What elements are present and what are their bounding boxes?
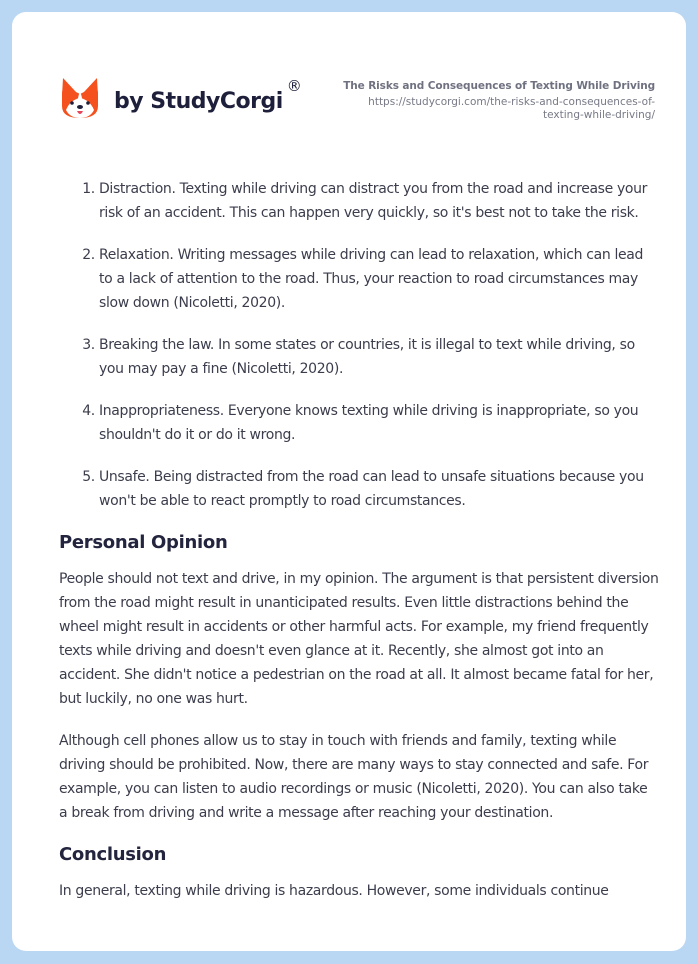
list-item: 5. Unsafe. Being distracted from the road can lead to unsafe situations because you won't be able to react promptly to road circumstances. <box>99 465 659 513</box>
corgi-logo-icon <box>60 76 100 120</box>
list-item: 3. Breaking the law. In some states or countries, it is illegal to text while driving, so you may pay a fine (Nicoletti, 2020). <box>99 333 659 381</box>
studycorgi-logo[interactable] <box>60 76 302 120</box>
section-heading-conclusion: Conclusion <box>59 844 167 865</box>
paragraph: Although cell phones allow us to stay in touch with friends and family, texting while driving should be prohibited. Now, there are many ways to stay connected and safe. For example, you can listen to audio recordings or music (Nicoletti, 2020). You can also take a break from driving and write a message after reaching your destination. <box>59 733 649 821</box>
list-item: 1. Distraction. Texting while driving can distract you from the road and increase your risk of an accident. This can happen very quickly, so it's best not to take the risk. <box>99 177 659 225</box>
document-url-line-1: https://studycorgi.com/the-risks-and-consequences-of- <box>368 96 655 108</box>
document-card <box>12 12 686 951</box>
list-item: 4. Inappropriateness. Everyone knows texting while driving is inappropriate, so you shouldn't do it or do it wrong. <box>99 399 659 447</box>
paragraph: In general, texting while driving is hazardous. However, some individuals continue <box>59 883 609 899</box>
document-title: The Risks and Consequences of Texting While Driving <box>343 80 655 92</box>
logo-text: by StudyCorgi <box>114 88 283 114</box>
document-body <box>59 177 659 921</box>
document-header <box>12 12 686 162</box>
section-heading-personal-opinion: Personal Opinion <box>59 532 228 553</box>
document-url-line-2: texting-while-driving/ <box>543 109 655 121</box>
document-url[interactable] <box>295 96 655 122</box>
registered-mark: ® <box>286 77 302 95</box>
risk-list <box>59 177 659 513</box>
document-meta <box>295 80 655 122</box>
paragraph: People should not text and drive, in my opinion. The argument is that persistent diversion from the road might result in unanticipated results. Even little distractions behind the wheel might result in accidents or other harmful acts. For example, my friend frequently texts while driving and doesn't even glance at it. Recently, she almost got into an accident. She didn't notice a pedestrian on the road at all. It almost became fatal for her, but luckily, no one was hurt. <box>59 571 659 707</box>
list-item: 2. Relaxation. Writing messages while driving can lead to relaxation, which can lead to a lack of attention to the road. Thus, your reaction to road circumstances may slow down (Nicoletti, 2020). <box>99 243 659 315</box>
